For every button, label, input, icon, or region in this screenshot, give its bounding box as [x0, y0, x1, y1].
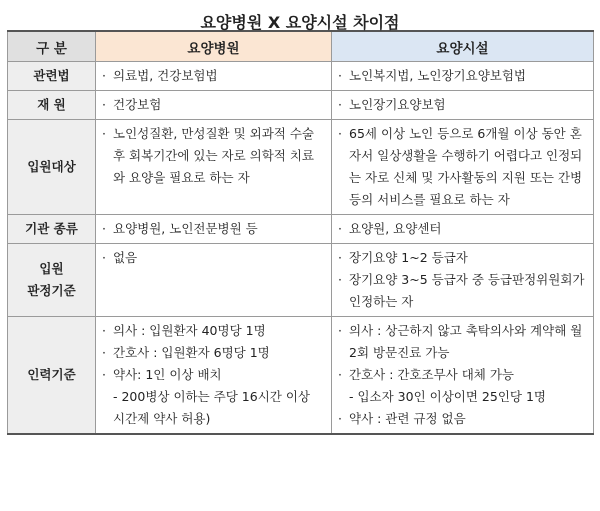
header-hospital: 요양병원 [96, 31, 332, 62]
cell-hospital-staff [96, 317, 332, 435]
list-item [102, 65, 325, 87]
cell-hospital-institution [96, 215, 332, 244]
row-label-admission: 입원대상 [8, 120, 96, 215]
row-label-criteria-line1: 입원 [39, 261, 64, 276]
list-item [338, 408, 587, 430]
cell-facility-staff [332, 317, 594, 435]
bullet-icon: · [102, 250, 106, 265]
bullet-icon: · [102, 68, 106, 83]
item-text: 간호사 : 입원환자 6명당 1명 [113, 345, 270, 360]
item-text: 의사 : 입원환자 40명당 1명 [113, 323, 266, 338]
sub-item: - 200병상 이하는 주당 16시간 이상 시간제 약사 허용) [113, 389, 310, 426]
list-item [338, 123, 587, 211]
row-label-criteria [8, 244, 96, 317]
cell-facility-law [332, 62, 594, 91]
item-text: 65세 이상 노인 등으로 6개월 이상 동안 혼자서 일상생활을 수행하기 어렵다고 인정되는 자로 신체 및 가사활동의 지원 또는 간병 등의 서비스를 필요로 하는 자 [349, 126, 583, 207]
row-label-criteria-line2: 판정기준 [27, 283, 76, 298]
sub-item: - 입소자 30인 이상이면 25인당 1명 [349, 389, 546, 404]
list-item [338, 364, 587, 386]
row-label-staff: 인력기준 [8, 317, 96, 435]
row-label-finance: 재 원 [8, 91, 96, 120]
item-text: 노인복지법, 노인장기요양보험법 [349, 68, 526, 83]
cell-hospital-law [96, 62, 332, 91]
item-text: 의사 : 상근하지 않고 촉탁의사와 계약해 월 2회 방문진료 가능 [349, 323, 583, 360]
bullet-icon: · [338, 250, 342, 265]
bullet-icon: · [102, 126, 106, 141]
cell-facility-admission [332, 120, 594, 215]
row-institution [8, 215, 594, 244]
item-text: 약사 : 관련 규정 없음 [349, 411, 466, 426]
cell-hospital-admission [96, 120, 332, 215]
cell-facility-finance [332, 91, 594, 120]
item-text: 장기요양 3~5 등급자 중 등급판정위원회가 인정하는 자 [349, 272, 585, 309]
row-criteria [8, 244, 594, 317]
item-text: 건강보험 [113, 97, 162, 112]
list-item [338, 269, 587, 313]
bullet-icon: · [338, 272, 342, 287]
item-text: 노인성질환, 만성질환 및 외과적 수술 후 회복기간에 있는 자로 의학적 치료와 요양을 필요로 하는 자 [113, 126, 314, 185]
list-item [102, 364, 325, 386]
list-item [102, 342, 325, 364]
header-category: 구 분 [8, 31, 96, 62]
bullet-icon: · [102, 221, 106, 236]
bullet-icon: · [338, 411, 342, 426]
bullet-icon: · [338, 367, 342, 382]
item-text: 장기요양 1~2 등급자 [349, 250, 468, 265]
bullet-icon: · [102, 97, 106, 112]
bullet-icon: · [102, 345, 106, 360]
list-item [102, 218, 325, 240]
bullet-icon: · [338, 323, 342, 338]
bullet-icon: · [338, 221, 342, 236]
bullet-icon: · [338, 97, 342, 112]
list-item [338, 247, 587, 269]
page-title: 요양병원 X 요양시설 차이점 [200, 13, 400, 32]
bullet-icon: · [338, 68, 342, 83]
item-text: 없음 [113, 250, 138, 265]
row-staff [8, 317, 594, 435]
row-finance [8, 91, 594, 120]
cell-facility-criteria [332, 244, 594, 317]
row-admission [8, 120, 594, 215]
list-item [338, 320, 587, 364]
row-label-law: 관련법 [8, 62, 96, 91]
item-text: 간호사 : 간호조무사 대체 가능 [349, 367, 515, 382]
row-label-institution: 기관 종류 [8, 215, 96, 244]
list-item [102, 320, 325, 342]
cell-hospital-criteria [96, 244, 332, 317]
list-item [102, 247, 325, 269]
bullet-icon: · [102, 323, 106, 338]
table-header-row [8, 31, 594, 62]
list-item [102, 94, 325, 116]
list-item [338, 65, 587, 87]
bullet-icon: · [102, 367, 106, 382]
item-text: 요양원, 요양센터 [349, 221, 442, 236]
item-text: 의료법, 건강보험법 [113, 68, 218, 83]
list-item [338, 218, 587, 240]
cell-hospital-finance [96, 91, 332, 120]
item-text: 노인장기요양보험 [349, 97, 446, 112]
bullet-icon: · [338, 126, 342, 141]
item-text: 약사: 1인 이상 배치 [113, 367, 222, 382]
header-facility: 요양시설 [332, 31, 594, 62]
list-item [338, 94, 587, 116]
cell-facility-institution [332, 215, 594, 244]
item-text: 요양병원, 노인전문병원 등 [113, 221, 258, 236]
comparison-table [7, 30, 594, 435]
row-law [8, 62, 594, 91]
list-item [102, 123, 325, 189]
